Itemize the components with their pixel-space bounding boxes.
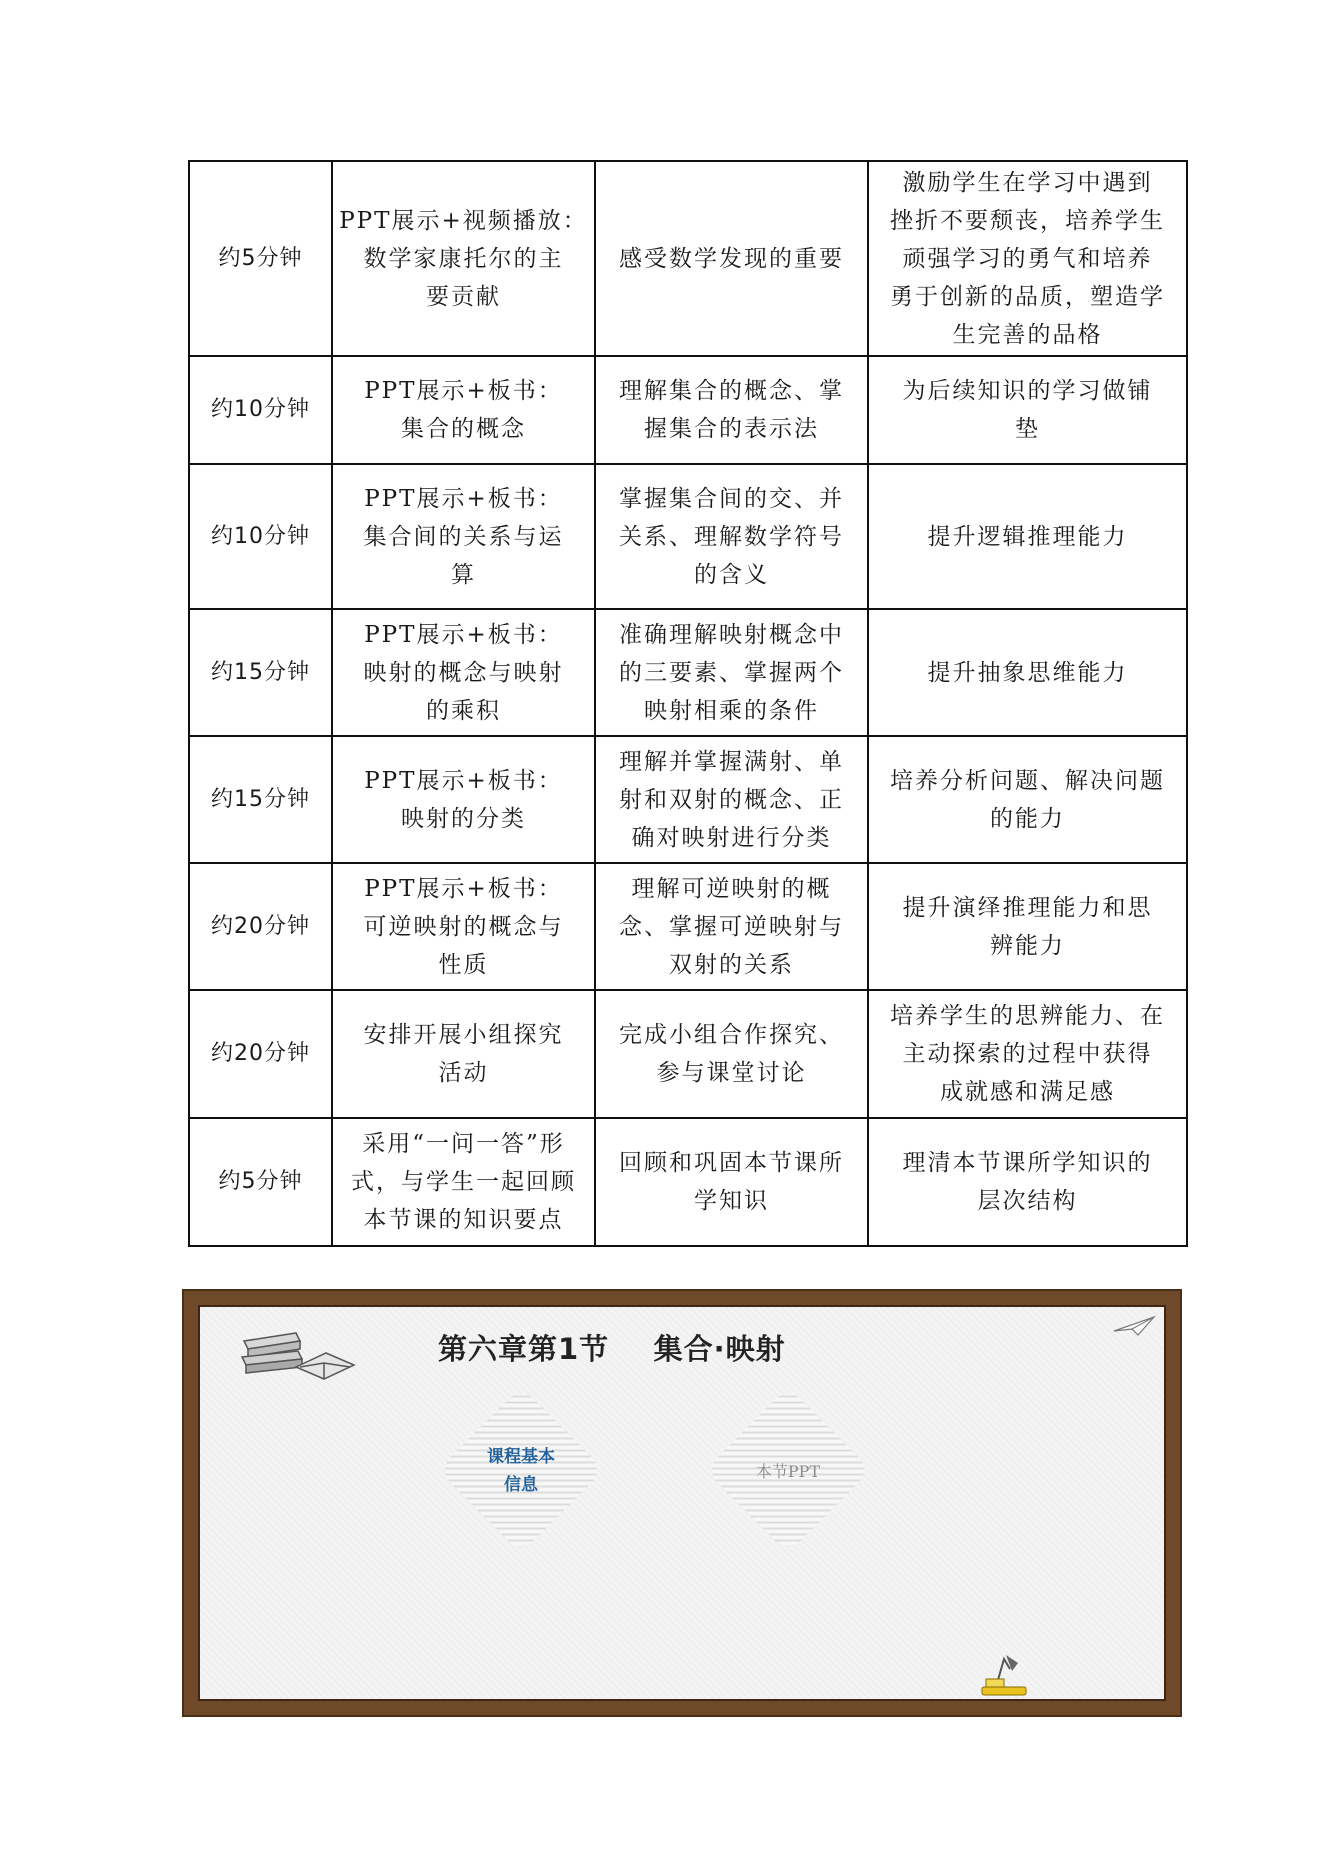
content-cell: PPT展示+板书： 可逆映射的概念与 性质: [332, 863, 595, 990]
time-cell: 约15分钟: [189, 736, 332, 863]
goal-cell: 回顾和巩固本节课所 学知识: [595, 1118, 868, 1246]
purpose-cell: 提升演绎推理能力和思 辨能力: [868, 863, 1187, 990]
time-cell: 约5分钟: [189, 161, 332, 356]
content-cell: 采用“一问一答”形 式，与学生一起回顾 本节课的知识要点: [332, 1118, 595, 1246]
content-cell: PPT展示+板书： 映射的概念与映射 的乘积: [332, 609, 595, 736]
goal-cell: 掌握集合间的交、并 关系、理解数学符号 的含义: [595, 464, 868, 609]
paper-plane-icon: [1112, 1313, 1156, 1339]
table-row: [189, 990, 1187, 1118]
purpose-cell: 激励学生在学习中遇到 挫折不要颓丧，培养学生 顽强学习的勇气和培养 勇于创新的品质，塑造学 生完善的品格: [868, 161, 1187, 356]
time-cell: 约10分钟: [189, 356, 332, 464]
content-cell: PPT展示+板书： 映射的分类: [332, 736, 595, 863]
table-row: [189, 609, 1187, 736]
table-row: [189, 356, 1187, 464]
time-cell: 约15分钟: [189, 609, 332, 736]
goal-cell: 准确理解映射概念中 的三要素、掌握两个 映射相乘的条件: [595, 609, 868, 736]
content-cell: PPT展示+视频播放： 数学家康托尔的主 要贡献: [332, 161, 595, 356]
goal-cell: 理解可逆映射的概 念、掌握可逆映射与 双射的关系: [595, 863, 868, 990]
goal-cell: 感受数学发现的重要: [595, 161, 868, 356]
purpose-cell: 培养学生的思辨能力、在 主动探索的过程中获得 成就感和满足感: [868, 990, 1187, 1118]
goal-cell: 理解并掌握满射、单 射和双射的概念、正 确对映射进行分类: [595, 736, 868, 863]
content-cell: PPT展示+板书： 集合的概念: [332, 356, 595, 464]
purpose-cell: 培养分析问题、解决问题 的能力: [868, 736, 1187, 863]
table-row: [189, 1118, 1187, 1246]
table-row: [189, 736, 1187, 863]
purpose-cell: 提升逻辑推理能力: [868, 464, 1187, 609]
time-cell: 约10分钟: [189, 464, 332, 609]
content-cell: PPT展示+板书： 集合间的关系与运 算: [332, 464, 595, 609]
board-title: 第六章第1节 集合·映射: [438, 1332, 786, 1366]
goal-cell: 理解集合的概念、掌 握集合的表示法: [595, 356, 868, 464]
purpose-cell: 提升抽象思维能力: [868, 609, 1187, 736]
content-cell: 安排开展小组探究 活动: [332, 990, 595, 1118]
goal-cell: 完成小组合作探究、 参与课堂讨论: [595, 990, 868, 1118]
blackboard-panel: [184, 1291, 1180, 1715]
time-cell: 约20分钟: [189, 863, 332, 990]
table-row: [189, 863, 1187, 990]
course-info-button[interactable]: 课程基本 信息: [487, 1447, 555, 1495]
time-cell: 约20分钟: [189, 990, 332, 1118]
table-row: [189, 464, 1187, 609]
lesson-plan-table: [188, 160, 1188, 1247]
ppt-button[interactable]: 本节PPT: [755, 1462, 821, 1481]
time-cell: 约5分钟: [189, 1118, 332, 1246]
table-row: [189, 161, 1187, 356]
books-icon: [238, 1327, 358, 1382]
purpose-cell: 理清本节课所学知识的 层次结构: [868, 1118, 1187, 1246]
purpose-cell: 为后续知识的学习做铺 垫: [868, 356, 1187, 464]
lesson-plan-body: [189, 161, 1187, 1246]
desk-lamp-icon: [976, 1649, 1032, 1699]
